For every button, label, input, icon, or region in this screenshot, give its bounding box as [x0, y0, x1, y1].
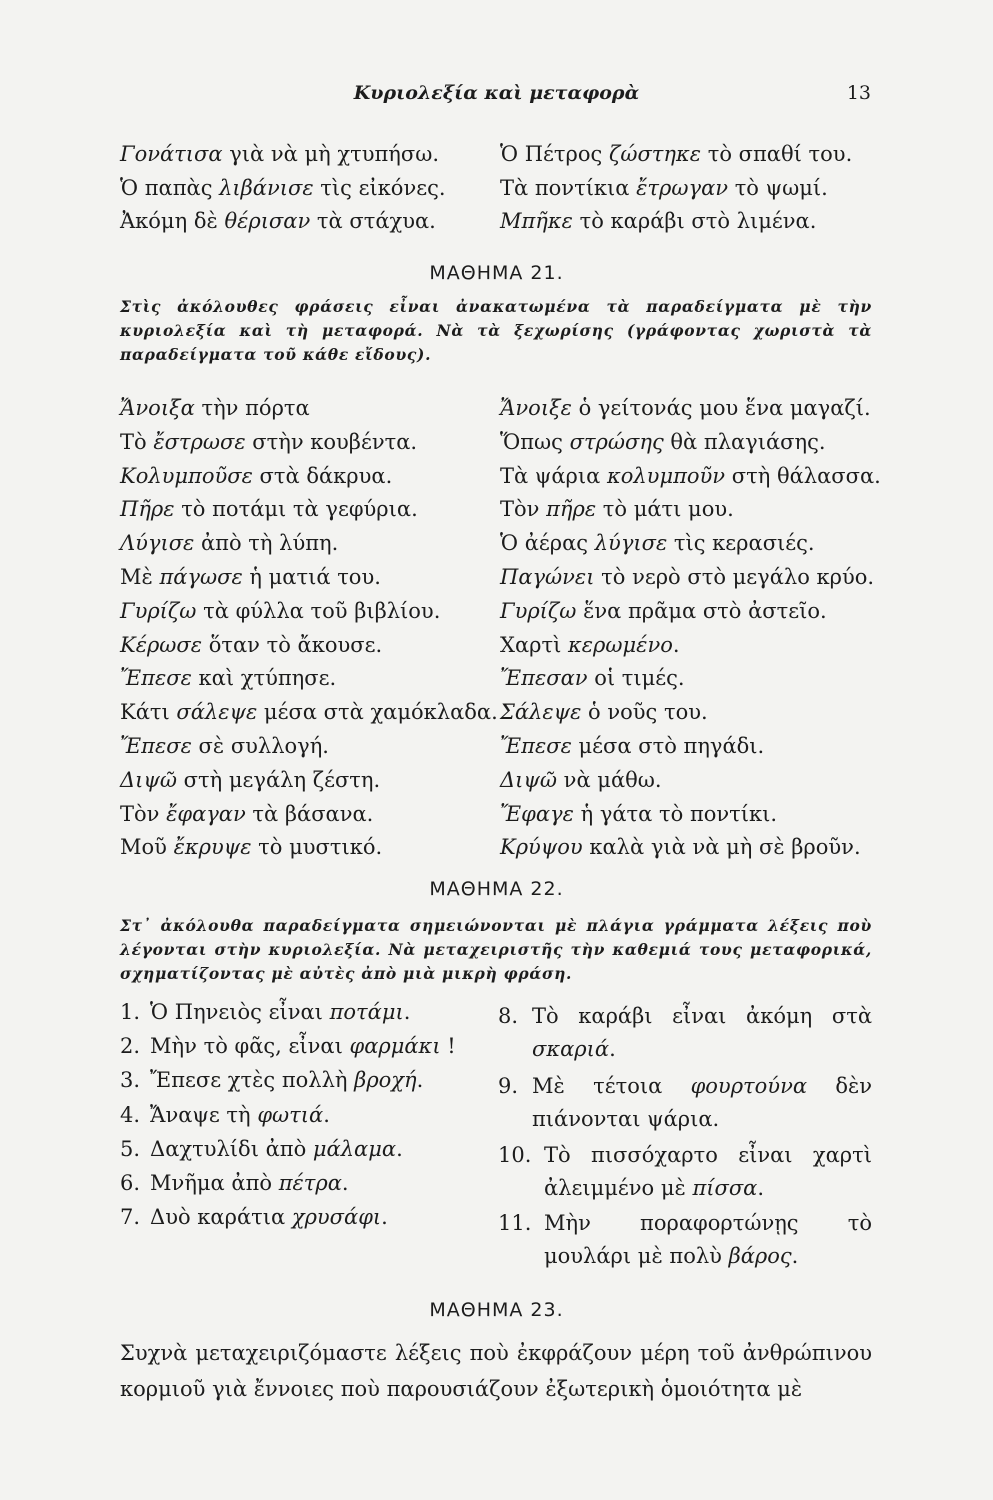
example-right: Ἔφαγε ἡ γάτα τὸ ποντίκι.	[500, 801, 778, 826]
example-left: Κέρωσε ὅταν τὸ ἄκουσε.	[120, 632, 383, 657]
example-right: Χαρτὶ κερωμένο.	[500, 632, 680, 657]
example-right: Κρύψου καλὰ γιὰ νὰ μὴ σὲ βροῦν.	[500, 835, 861, 860]
exercise-item: 4. Ἄναψε τὴ φωτιά.	[120, 1102, 330, 1127]
example-right: Ὅπως στρώσης θὰ πλαγιάσης.	[500, 429, 826, 454]
example-left: Τὸν ἔφαγαν τὰ βάσανα.	[120, 801, 374, 826]
example-left: Κάτι σάλεψε μέσα στὰ χαμόκλαδα.	[120, 700, 498, 725]
lesson-21-example-row	[120, 835, 872, 865]
example-right: Ὁ ἀέρας λύγισε τὶς κερασιές.	[500, 531, 815, 556]
running-title: Κυριολεξία καὶ μεταφορὰ	[353, 82, 640, 104]
example-left: Μοῦ ἔκρυψε τὸ μυστικό.	[120, 835, 383, 860]
top-example-row	[120, 209, 872, 239]
lesson-21-example-row	[120, 768, 872, 798]
example-left: Λύγισε ἀπὸ τὴ λύπη.	[120, 531, 339, 556]
lesson-21-instruction: Στὶς ἀκόλουθες φράσεις εἶναι ἀνακατωμένα τὰ παραδείγματα μὲ τὴν κυριολεξία καὶ τὴ μεταφορά. Νὰ τὰ ξεχωρίσης (γράφοντας χωριστὰ τὰ παραδείγματα τοῦ κάθε εἴδους).	[120, 297, 872, 364]
lesson-21-example-row	[120, 396, 872, 426]
lesson-21-example-row	[120, 633, 872, 663]
example-right: Τὰ ψάρια κολυμποῦν στὴ θάλασσα.	[500, 463, 881, 488]
exercise-item: 3. Ἔπεσε χτὲς πολλὴ βροχή.	[120, 1068, 424, 1093]
example-left: Τὸ ἔστρωσε στὴν κουβέντα.	[120, 429, 418, 454]
exercise-item: 8. Τὸ καράβι εἶναι ἀκόμη στὰ σκαριά.	[498, 1004, 872, 1061]
lesson-21-example-row	[120, 565, 875, 595]
exercise-item: 2. Μὴν τὸ φᾶς, εἶναι φαρμάκι !	[120, 1034, 456, 1059]
lesson-21-example-row	[120, 666, 872, 696]
lesson-21-example-row	[120, 599, 872, 629]
example-right: Ἔπεσαν οἱ τιμές.	[500, 666, 685, 691]
exercise-item: 6. Μνῆμα ἀπὸ πέτρα.	[120, 1171, 349, 1195]
exercise-item: 9. Μὲ τέτοια φουρτούνα δὲν πιάνονται ψάρια.	[498, 1074, 873, 1131]
example-left: Διψῶ στὴ μεγάλη ζέστη.	[120, 767, 381, 792]
lesson-21-example-row	[120, 700, 872, 730]
example-left: Πῆρε τὸ ποτάμι τὰ γεφύρια.	[120, 497, 418, 522]
lesson-21-example-row	[120, 430, 872, 460]
lesson-23-paragraph: Συχνὰ μεταχειριζόμαστε λέξεις ποὺ ἐκφράζουν μέρη τοῦ ἀνθρώπινου κορμιοῦ γιὰ ἔννοιες ποὺ παρουσιάζουν ἐξωτερικὴ ὁμοιότητα μὲ	[120, 1341, 872, 1401]
exercise-item: 11. Μὴν ποραφορτώνῃς τὸ μουλάρι μὲ πολὺ βάρος.	[498, 1211, 872, 1268]
example-left: Ἄνοιξα τὴν πόρτα	[120, 396, 310, 420]
lesson-21-example-row	[120, 734, 872, 764]
example-right: Τὰ ποντίκια ἔτρωγαν τὸ ψωμί.	[500, 175, 828, 200]
example-left: Ἔπεσε σὲ συλλογή.	[120, 734, 329, 758]
example-right: Παγώνει τὸ νερὸ στὸ μεγάλο κρύο.	[500, 565, 875, 589]
example-left: Ἔπεσε καὶ χτύπησε.	[120, 666, 337, 691]
lesson-21-example-row	[120, 802, 872, 832]
exercise-item: 1. Ὁ Πηνειὸς εἶναι ποτάμι.	[120, 1000, 411, 1024]
top-example-row	[120, 142, 872, 172]
top-example-row	[120, 176, 872, 206]
example-right: Γυρίζω ἕνα πρᾶμα στὸ ἀστεῖο.	[500, 598, 827, 623]
lesson-21-example-row	[120, 497, 872, 527]
lesson-22-title: ΜΑΘΗΜΑ 22.	[429, 878, 564, 900]
example-left: Κολυμποῦσε στὰ δάκρυα.	[120, 463, 393, 488]
lesson-21-example-row	[120, 463, 881, 494]
example-right: Διψῶ νὰ μάθω.	[500, 767, 662, 792]
example-right: Ἄνοιξε ὁ γείτονάς μου ἕνα μαγαζί.	[500, 396, 871, 420]
lesson-22-instruction: Στ᾿ ἀκόλουθα παραδείγματα σημειώνονται μὲ πλάγια γράμματα λέξεις ποὺ λέγονται στὴν κυριολεξία. Νὰ μεταχειριστῆς τὴν καθεμιά τους μεταφορικά, σχηματίζοντας μὲ αὐτὲς ἀπὸ μιὰ μικρὴ φράση.	[120, 916, 872, 983]
exercise-item: 5. Δαχτυλίδι ἀπὸ μάλαμα.	[120, 1136, 403, 1161]
example-right: Σάλεψε ὁ νοῦς του.	[500, 700, 708, 725]
lesson-23-title: ΜΑΘΗΜΑ 23.	[429, 1299, 564, 1321]
example-right: Μπῆκε τὸ καράβι στὸ λιμένα.	[500, 209, 817, 233]
example-left: Ὁ παπὰς λιβάνισε τὶς εἰκόνες.	[120, 175, 446, 200]
lesson-21-example-row	[120, 531, 872, 561]
example-left: Ἀκόμη δὲ θέρισαν τὰ στάχυα.	[120, 209, 436, 233]
example-right: Τὸν πῆρε τὸ μάτι μου.	[500, 497, 734, 522]
example-left: Μὲ πάγωσε ἡ ματιά του.	[120, 565, 381, 589]
page-number: 13	[846, 82, 871, 104]
example-left: Γυρίζω τὰ φύλλα τοῦ βιβλίου.	[120, 598, 441, 623]
example-left: Γονάτισα γιὰ νὰ μὴ χτυπήσω.	[120, 142, 440, 166]
example-right: Ἔπεσε μέσα στὸ πηγάδι.	[500, 734, 765, 758]
exercise-item: 10. Τὸ πισσόχαρτο εἶναι χαρτὶ ἀλειμμένο μὲ πίσσα.	[498, 1143, 872, 1200]
lesson-21-title: ΜΑΘΗΜΑ 21.	[429, 262, 564, 284]
example-right: Ὁ Πέτρος ζώστηκε τὸ σπαθί του.	[500, 142, 853, 166]
exercise-item: 7. Δυὸ καράτια χρυσάφι.	[120, 1205, 388, 1230]
